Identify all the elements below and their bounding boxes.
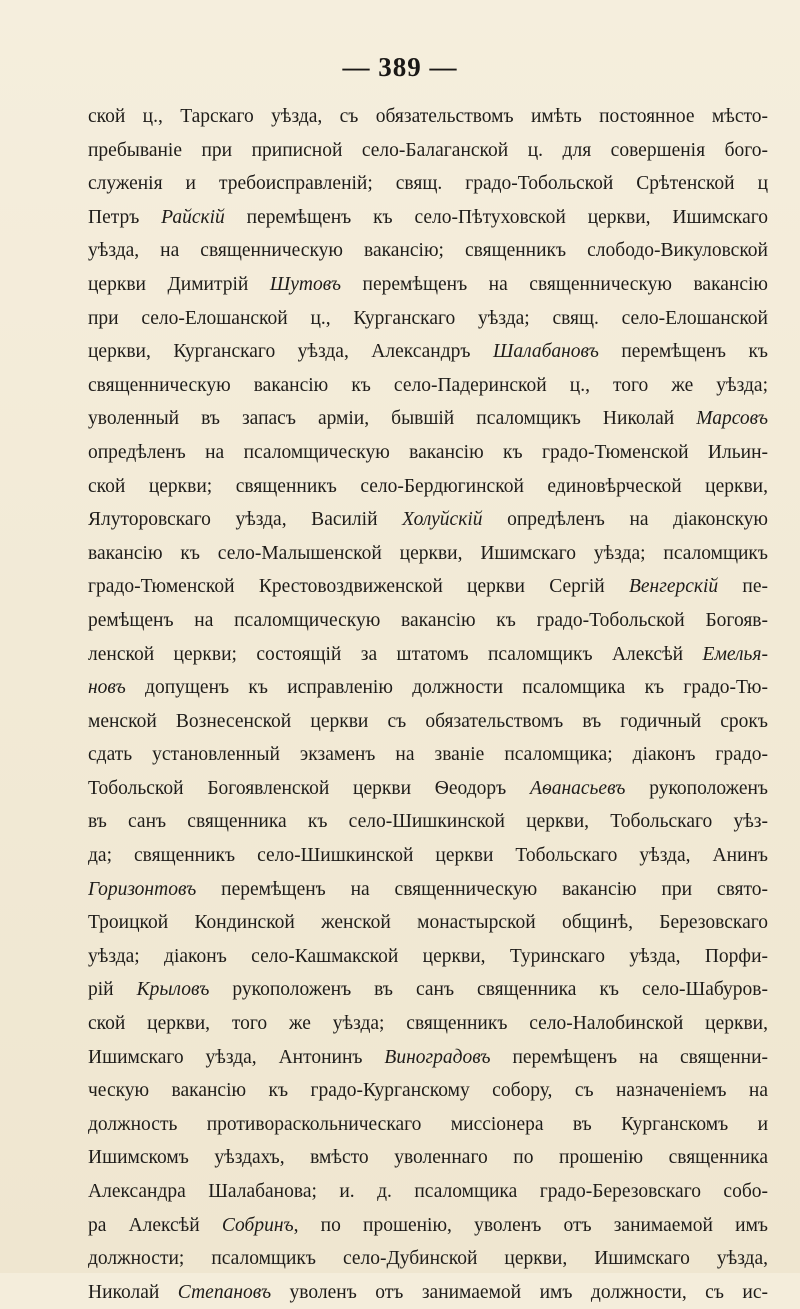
- text-line: [88, 705, 768, 739]
- text-segment: Николай: [88, 1281, 178, 1303]
- person-surname: Райскій: [161, 206, 225, 228]
- text-line: [88, 436, 768, 470]
- text-segment: священническую вакансію къ село-Падеринской ц., того же уѣзда;: [88, 374, 768, 396]
- text-segment: пребываніе при приписной село-Балаганской ц. для совершенія бого-: [88, 139, 768, 161]
- text-segment: ской ц., Тарскаго уѣзда, съ обязательствомъ имѣть постоянное мѣсто-: [88, 106, 768, 127]
- text-line: [88, 201, 768, 235]
- text-segment: рій: [88, 979, 137, 1001]
- text-segment: менской Вознесенской церкви съ обязательствомъ въ годичный срокъ: [88, 710, 768, 732]
- text-line: [88, 604, 768, 638]
- text-segment: уволенный въ запасъ арміи, бывшій псаломщикъ Николай: [88, 408, 697, 430]
- person-surname: Собринъ: [221, 1214, 294, 1236]
- text-segment: церкви, Курганскаго уѣзда, Александръ: [88, 341, 493, 363]
- text-line: [88, 805, 768, 839]
- text-segment: уѣзда, на священническую вакансію; священникъ слободо-Викуловской: [88, 240, 768, 262]
- person-surname: Шалабановъ: [492, 341, 599, 363]
- person-surname: Степановъ: [177, 1281, 272, 1303]
- text-segment: рукоположенъ: [625, 777, 768, 799]
- text-segment: перемѣщенъ къ село-Пѣтуховской церкви, Ишимскаго: [224, 206, 768, 228]
- person-surname: Шутовъ: [269, 273, 342, 295]
- text-segment: перемѣщенъ на священническую вакансію при свято-: [196, 878, 768, 900]
- text-line: [88, 906, 768, 940]
- text-segment: ской церкви, того же уѣзда; священникъ село-Налобинской церкви,: [88, 1013, 768, 1035]
- text-line: [88, 873, 768, 907]
- text-line: [88, 470, 768, 504]
- text-segment: ленской церкви; состоящій за штатомъ псаломщикъ Алексѣй: [88, 643, 703, 665]
- text-segment: да; священникъ село-Шишкинской церкви Тобольскаго уѣзда, Анинъ: [88, 845, 768, 867]
- text-line: [88, 1276, 768, 1309]
- text-line: [88, 1141, 768, 1175]
- text-line: [88, 369, 768, 403]
- text-line: [88, 335, 768, 369]
- text-line: [88, 402, 768, 436]
- text-segment: ремѣщенъ на псаломщическую вакансію къ градо-Тобольской Богояв-: [88, 609, 768, 631]
- text-segment: опредѣленъ на діаконскую: [482, 509, 768, 531]
- person-surname: Аѳанасьевъ: [530, 777, 626, 799]
- text-segment: перемѣщенъ на священни-: [490, 1046, 768, 1068]
- text-line: [88, 537, 768, 571]
- text-segment: перемѣщенъ на священническую вакансію: [341, 273, 768, 295]
- text-line: [88, 1242, 768, 1276]
- text-segment: Ялуторовскаго уѣзда, Василій: [88, 509, 403, 531]
- text-segment: рукоположенъ въ санъ священника къ село-Шабуров-: [209, 979, 768, 1001]
- text-segment: Александра Шалабанова; и. д. псаломщика градо-Березовскаго собо-: [88, 1181, 768, 1202]
- text-line: [88, 839, 768, 873]
- text-segment: вакансію къ село-Малышенской церкви, Ишимскаго уѣзда; псаломщикъ: [88, 542, 768, 564]
- text-segment: сдать установленный экзаменъ на званіе псаломщика; діаконъ градо-: [88, 744, 768, 766]
- person-surname: Горизонтовъ: [88, 878, 197, 900]
- text-segment: служенія и требоисправленій; свящ. градо-Тобольской Срѣтенской ц: [88, 173, 768, 195]
- text-segment: уволенъ отъ занимаемой имъ должности, съ ис-: [271, 1281, 768, 1303]
- text-segment: Тобольской Богоявленской церкви Ѳеодоръ: [88, 777, 531, 799]
- text-line: [88, 772, 768, 806]
- text-line: [88, 268, 768, 302]
- text-segment: при село-Елошанской ц., Курганскаго уѣзда; свящ. село-Елошанской: [88, 307, 768, 329]
- text-line: [88, 302, 768, 336]
- text-line: [88, 570, 768, 604]
- person-surname: Холуйскій: [402, 509, 483, 531]
- person-surname: Венгерскій: [628, 576, 719, 598]
- text-line: [88, 738, 768, 772]
- text-segment: опредѣленъ на псаломщическую вакансію къ градо-Тюменской Ильин-: [88, 441, 768, 463]
- text-line: [88, 1041, 768, 1075]
- text-segment: Ишимскомъ уѣздахъ, вмѣсто уволеннаго по прошенію священника: [88, 1147, 768, 1169]
- text-segment: ческую вакансію къ градо-Курганскому собору, съ назначеніемъ на: [88, 1080, 768, 1102]
- text-line: [88, 671, 768, 705]
- text-segment: уѣзда; діаконъ село-Кашмакской церкви, Туринскаго уѣзда, Порфи-: [88, 945, 768, 967]
- text-segment: Петръ: [88, 206, 162, 228]
- person-surname: Емелья-: [702, 643, 768, 665]
- text-line: [88, 1074, 768, 1108]
- text-segment: должность противораскольническаго миссіонера въ Курганскомъ и: [88, 1113, 768, 1135]
- person-surname: новъ: [88, 677, 126, 699]
- text-line: [88, 940, 768, 974]
- text-line: [88, 167, 768, 201]
- text-line: [88, 134, 768, 168]
- text-segment: ра Алексѣй: [88, 1214, 222, 1236]
- person-surname: Виноградовъ: [384, 1046, 491, 1068]
- text-segment: , по прошенію, уволенъ отъ занимаемой имъ: [293, 1214, 768, 1236]
- text-line: [88, 100, 768, 134]
- text-line: [88, 503, 768, 537]
- text-segment: Троицкой Кондинской женской монастырской общинѣ, Березовскаго: [88, 912, 768, 934]
- body-text: [88, 100, 768, 1309]
- text-segment: градо-Тюменской Крестовоздвиженской церкви Сергій: [88, 576, 629, 598]
- text-line: [88, 1209, 768, 1243]
- text-segment: допущенъ къ исправленію должности псаломщика къ градо-Тю-: [125, 677, 768, 699]
- text-segment: Ишимскаго уѣзда, Антонинъ: [88, 1046, 385, 1068]
- text-line: [88, 234, 768, 268]
- text-segment: церкви Димитрій: [88, 273, 270, 295]
- page-number: — 389 —: [342, 52, 458, 82]
- person-surname: Крыловъ: [136, 979, 210, 1001]
- text-segment: должности; псаломщикъ село-Дубинской церкви, Ишимскаго уѣзда,: [88, 1248, 768, 1270]
- text-line: [88, 1175, 768, 1209]
- text-line: [88, 638, 768, 672]
- text-segment: пе-: [718, 576, 768, 598]
- person-surname: Марсовъ: [696, 408, 768, 430]
- text-segment: ской церкви; священникъ село-Бердюгинской единовѣрческой церкви,: [88, 475, 768, 497]
- text-line: [88, 973, 768, 1007]
- text-segment: въ санъ священника къ село-Шишкинской церкви, Тобольскаго уѣз-: [88, 811, 768, 833]
- text-line: [88, 1108, 768, 1142]
- text-segment: перемѣщенъ къ: [598, 341, 768, 363]
- text-line: [88, 1007, 768, 1041]
